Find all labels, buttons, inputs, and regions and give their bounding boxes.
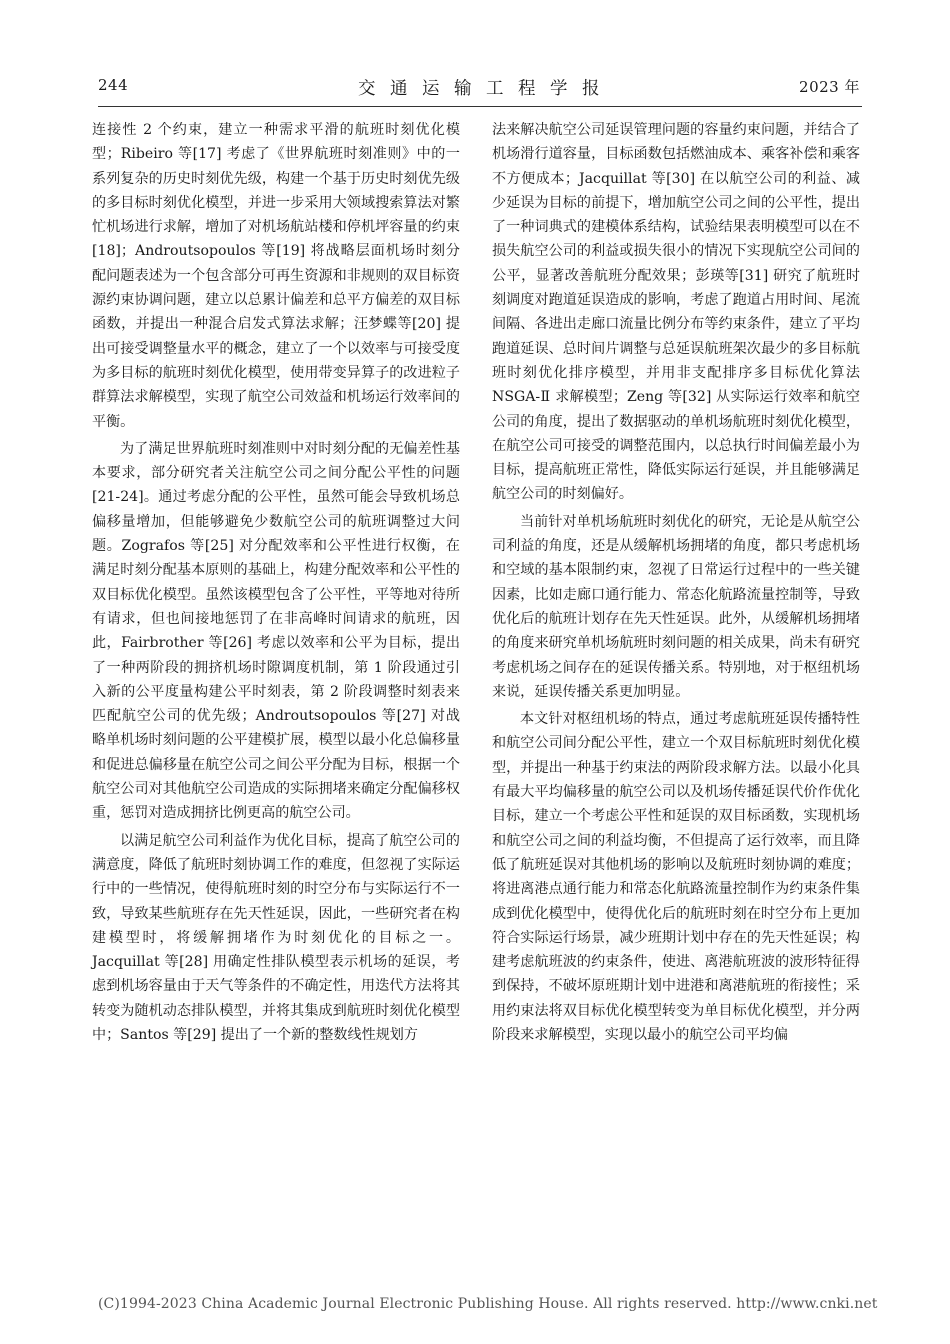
journal-title: 交通运输工程学报: [358, 79, 614, 99]
paragraph: 当前针对单机场航班时刻优化的研究，无论是从航空公司利益的角度，还是从缓解机场拥堵的角度，都只考虑机场和空域的基本限制约束，忽视了日常运行过程中的一些关键因素，比如走廊口通行能力、常态化航路流量控制等，导致优化后的航班计划存在先天性延误。此外，从缓解机场拥堵的角度来研究单机场航班时刻问题的相关成果，尚未有研究考虑机场之间存在的延误传播关系。特别地，对于枢纽机场来说，延误传播关系更加明显。: [492, 513, 860, 700]
paragraph: 连接性 2 个约束，建立一种需求平滑的航班时刻优化模型；Ribeiro 等[17] 考虑了《世界航班时刻准则》中的一系列复杂的历史时刻优先级，构建一个基于历史时刻优先级的多目标时刻优化模型，并进一步采用大领域搜索算法对繁忙机场进行求解，增加了对机场航站楼和停机坪容量的约束[18]；Androutsopoulos 等[19] 将战略层面机场时刻分配问题表述为一个包含部分可再生资源和非规则的双目标资源约束协调问题，建立以总累计偏差和总平方偏差的双目标函数，并提出一种混合启发式算法求解；汪梦蝶等[20] 提出可接受调整量水平的概念，建立了一个以效率与可接受度为多目标的航班时刻优化模型，使用带变异算子的改进粒子群算法求解模型，实现了航空公司效益和机场运行效率间的平衡。: [92, 122, 460, 430]
right-column: [492, 118, 860, 1050]
paragraph: 为了满足世界航班时刻准则中对时刻分配的无偏差性基本要求，部分研究者关注航空公司之间分配公平性的问题[21-24]。通过考虑分配的公平性，虽然可能会导致机场总偏移量增加，但能够避免少数航空公司的航班调整过大问题。Zografos 等[25] 对分配效率和公平性进行权衡，在满足时刻分配基本原则的基础上，构建分配效率和公平性的双目标优化模型。虽然该模型包含了公平性，平等地对待所有请求，但也间接地惩罚了在非高峰时间请求的航班，因此，Fairbrother 等[26] 考虑以效率和公平为目标，提出了一种两阶段的拥挤机场时隙调度机制，第 1 阶段通过引入新的公平度量构建公平时刻表，第 2 阶段调整时刻表来匹配航空公司的优先级；Androutsopoulos 等[27] 对战略单机场时刻问题的公平建模扩展，模型以最小化总偏移量和促进总偏移量在航空公司之间公平分配为目标，根据一个航空公司对其他航空公司造成的实际拥堵来确定分配偏移权重，惩罚对造成拥挤比例更高的航空公司。: [92, 440, 460, 822]
copyright-footer: (C)1994-2023 China Academic Journal Electronic Publishing House. All rights reserved. http://www.cnki.net: [98, 1296, 878, 1312]
paragraph: 法来解决航空公司延误管理问题的容量约束问题，并结合了机场滑行道容量，目标函数包括燃油成本、乘客补偿和乘客不方便成本；Jacquillat 等[30] 在以航空公司的利益、减少延误为目标的前提下，增加航空公司之间的公平性，提出了一种词典式的建模体系结构，试验结果表明模型可以在不损失航空公司的利益或损失很小的情况下实现航空公司间的公平，显著改善航班分配效果；彭瑛等[31] 研究了航班时刻调度对跑道延误造成的影响，考虑了跑道占用时间、尾流间隔、各进出走廊口流量比例分布等约束条件，建立了平均跑道延误、总时间片调整与总延误航班架次最少的多目标航班时刻优化排序模型，并用非支配排序多目标优化算法 NSGA-Ⅱ 求解模型；Zeng 等[32] 从实际运行效率和航空公司的角度，提出了数据驱动的单机场航班时刻优化模型，在航空公司可接受的调整范围内，以总执行时间偏差最小为目标，提高航班正常性，降低实际运行延误，并且能够满足航空公司的时刻偏好。: [492, 122, 860, 503]
header-rule: [98, 106, 862, 107]
left-column: [92, 118, 460, 1050]
paragraph: 以满足航空公司利益作为优化目标，提高了航空公司的满意度，降低了航班时刻协调工作的难度，但忽视了实际运行中的一些情况，使得航班时刻的时空分布与实际运行不一致，导致某些航班存在先天性延误，因此，一些研究者在构建模型时，将缓解拥堵作为时刻优化的目标之一。Jacquillat 等[28] 用确定性排队模型表示机场的延误，考虑到机场容量由于天气等条件的不确定性，用迭代方法将其转变为随机动态排队模型，并将其集成到航班时刻优化模型中；Santos 等[29] 提出了一个新的整数线性规划方: [92, 832, 460, 1043]
page-header: [98, 76, 860, 102]
paragraph: 本文针对枢纽机场的特点，通过考虑航班延误传播特性和航空公司间分配公平性，建立一个双目标航班时刻优化模型，并提出一种基于约束法的两阶段求解方法。以最小化具有最大平均偏移量的航空公司以及机场传播延误代价作优化目标，建立一个考虑公平性和延误的双目标函数，实现机场和航空公司之间的利益均衡，不但提高了运行效率，而且降低了航班延误对其他机场的影响以及航班时刻协调的难度；将进离港点通行能力和常态化航路流量控制作为约束条件集成到优化模型中，使得优化后的航班时刻在时空分布上更加符合实际运行场景，减少班期计划中存在的先天性延误；构建考虑航班波的约束条件，使进、离港航班波的波形特征得到保持，不破坏原班期计划中进港和离港航班的衔接性；采用约束法将双目标优化模型转变为单目标优化模型，并分两阶段来求解模型，实现以最小的航空公司平均偏: [492, 711, 860, 1043]
publication-year: 2023 年: [799, 78, 860, 96]
page-number: 244: [98, 76, 129, 94]
